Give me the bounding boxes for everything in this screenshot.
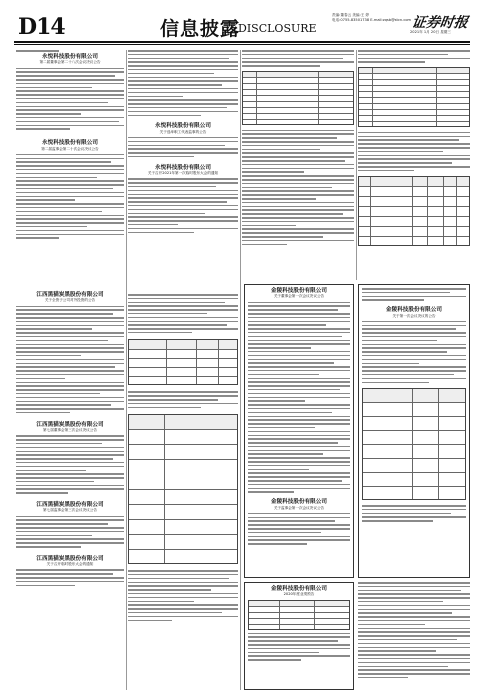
article-a5 bbox=[16, 292, 124, 690]
data-table bbox=[128, 339, 238, 385]
page-number: D14 bbox=[18, 14, 65, 40]
announcement-title: 永悦科技股份有限公司 bbox=[155, 123, 211, 130]
body-text bbox=[16, 435, 124, 493]
announcement-title: 江西黑猫炭黑股份有限公司 bbox=[36, 502, 104, 509]
body-text bbox=[128, 294, 238, 333]
announcement-subtitle: 关于全资子公司对外投资的公告 bbox=[44, 298, 96, 303]
article-a4-continued bbox=[242, 50, 354, 284]
article-a10 bbox=[358, 284, 470, 578]
column-divider bbox=[240, 50, 241, 690]
body-text bbox=[248, 302, 350, 493]
column-divider bbox=[356, 50, 357, 280]
body-text bbox=[362, 505, 466, 522]
article-a1 bbox=[16, 50, 124, 292]
announcement-subtitle: 第七届董事会第三次会议决议公告 bbox=[43, 428, 97, 433]
body-text bbox=[16, 569, 124, 586]
section-title: 信息披露 bbox=[160, 18, 241, 40]
article-a12-continued bbox=[358, 582, 470, 690]
column-divider bbox=[126, 50, 127, 690]
body-text bbox=[128, 137, 238, 157]
article-meta bbox=[16, 50, 124, 54]
body-text bbox=[248, 513, 350, 545]
announcement-title: 金陵科技股份有限公司 bbox=[271, 586, 327, 592]
article-a3 bbox=[128, 50, 238, 290]
section-title-en: DISCLOSURE bbox=[238, 22, 317, 35]
date-line: 2021年 1月 20日 星期三 bbox=[410, 30, 451, 34]
body-text bbox=[128, 391, 238, 408]
announcement-title: 金陵科技股份有限公司 bbox=[271, 288, 327, 294]
body-text bbox=[358, 50, 470, 63]
announcement-subtitle: 关于董事会第一次会议决议公告 bbox=[273, 294, 325, 299]
body-text bbox=[128, 570, 238, 621]
body-text bbox=[128, 178, 238, 233]
announcement-title: 江西黑猫炭黑股份有限公司 bbox=[36, 555, 104, 562]
announcement-subtitle: 关于第一次会议决议的公告 bbox=[392, 313, 436, 318]
article-a5-continued bbox=[128, 294, 238, 690]
announcement-title: 永悦科技股份有限公司 bbox=[42, 54, 98, 60]
contact-line: 电话:0755-83501738 E-mail:zqsb@stcn.com bbox=[332, 18, 412, 22]
forecast-table bbox=[248, 600, 350, 630]
body-text bbox=[128, 50, 238, 116]
announcement-subtitle: 关于召开临时股东大会的通知 bbox=[46, 562, 94, 567]
newspaper-logo: 证券时报 bbox=[410, 15, 469, 31]
body-text bbox=[16, 68, 124, 130]
article-a12 bbox=[244, 582, 354, 690]
announcement-subtitle: 第七届监事会第三次会议决议公告 bbox=[43, 508, 97, 513]
announcement-subtitle: 关于监事会第一次会议决议公告 bbox=[273, 505, 325, 510]
proposals-table bbox=[242, 71, 354, 125]
announcement-subtitle: 关于选举职工代表监事的公告 bbox=[159, 129, 207, 134]
body-text bbox=[248, 633, 350, 661]
announcement-title: 江西黑猫炭黑股份有限公司 bbox=[36, 292, 104, 298]
header-rule-thick bbox=[14, 41, 470, 43]
announcement-subtitle: 第二届监事会第二十次会议决议公告 bbox=[41, 146, 99, 151]
header-rule-thin bbox=[14, 44, 470, 45]
editor-line: 责编:董春云 美编:王 婷 bbox=[332, 13, 370, 17]
announcement-title: 金陵科技股份有限公司 bbox=[271, 499, 327, 506]
announcement-title: 永悦科技股份有限公司 bbox=[42, 140, 98, 147]
body-text bbox=[362, 321, 466, 383]
proposals-table bbox=[358, 67, 470, 127]
body-text bbox=[16, 516, 124, 548]
body-text bbox=[242, 50, 354, 67]
masthead bbox=[0, 0, 484, 46]
body-text bbox=[358, 132, 470, 171]
article-a9 bbox=[244, 284, 354, 578]
article-a8-continued bbox=[358, 50, 470, 280]
body-text bbox=[242, 130, 354, 245]
data-table bbox=[128, 414, 238, 564]
voting-table bbox=[358, 176, 470, 246]
resolutions-table bbox=[362, 388, 466, 500]
body-text bbox=[362, 288, 466, 301]
announcement-subtitle: 2020年度业绩预告 bbox=[283, 592, 315, 597]
announcement-title: 金陵科技股份有限公司 bbox=[386, 307, 442, 314]
body-text bbox=[358, 582, 470, 678]
announcement-subtitle: 第二届董事会第二十八次会议决议公告 bbox=[39, 60, 101, 65]
body-text bbox=[16, 306, 124, 414]
announcement-subtitle: 关于召开2021年第一次临时股东大会的通知 bbox=[147, 171, 219, 176]
body-text bbox=[16, 154, 124, 239]
announcement-title: 永悦科技股份有限公司 bbox=[155, 164, 211, 171]
announcement-title: 江西黑猫炭黑股份有限公司 bbox=[36, 421, 104, 428]
